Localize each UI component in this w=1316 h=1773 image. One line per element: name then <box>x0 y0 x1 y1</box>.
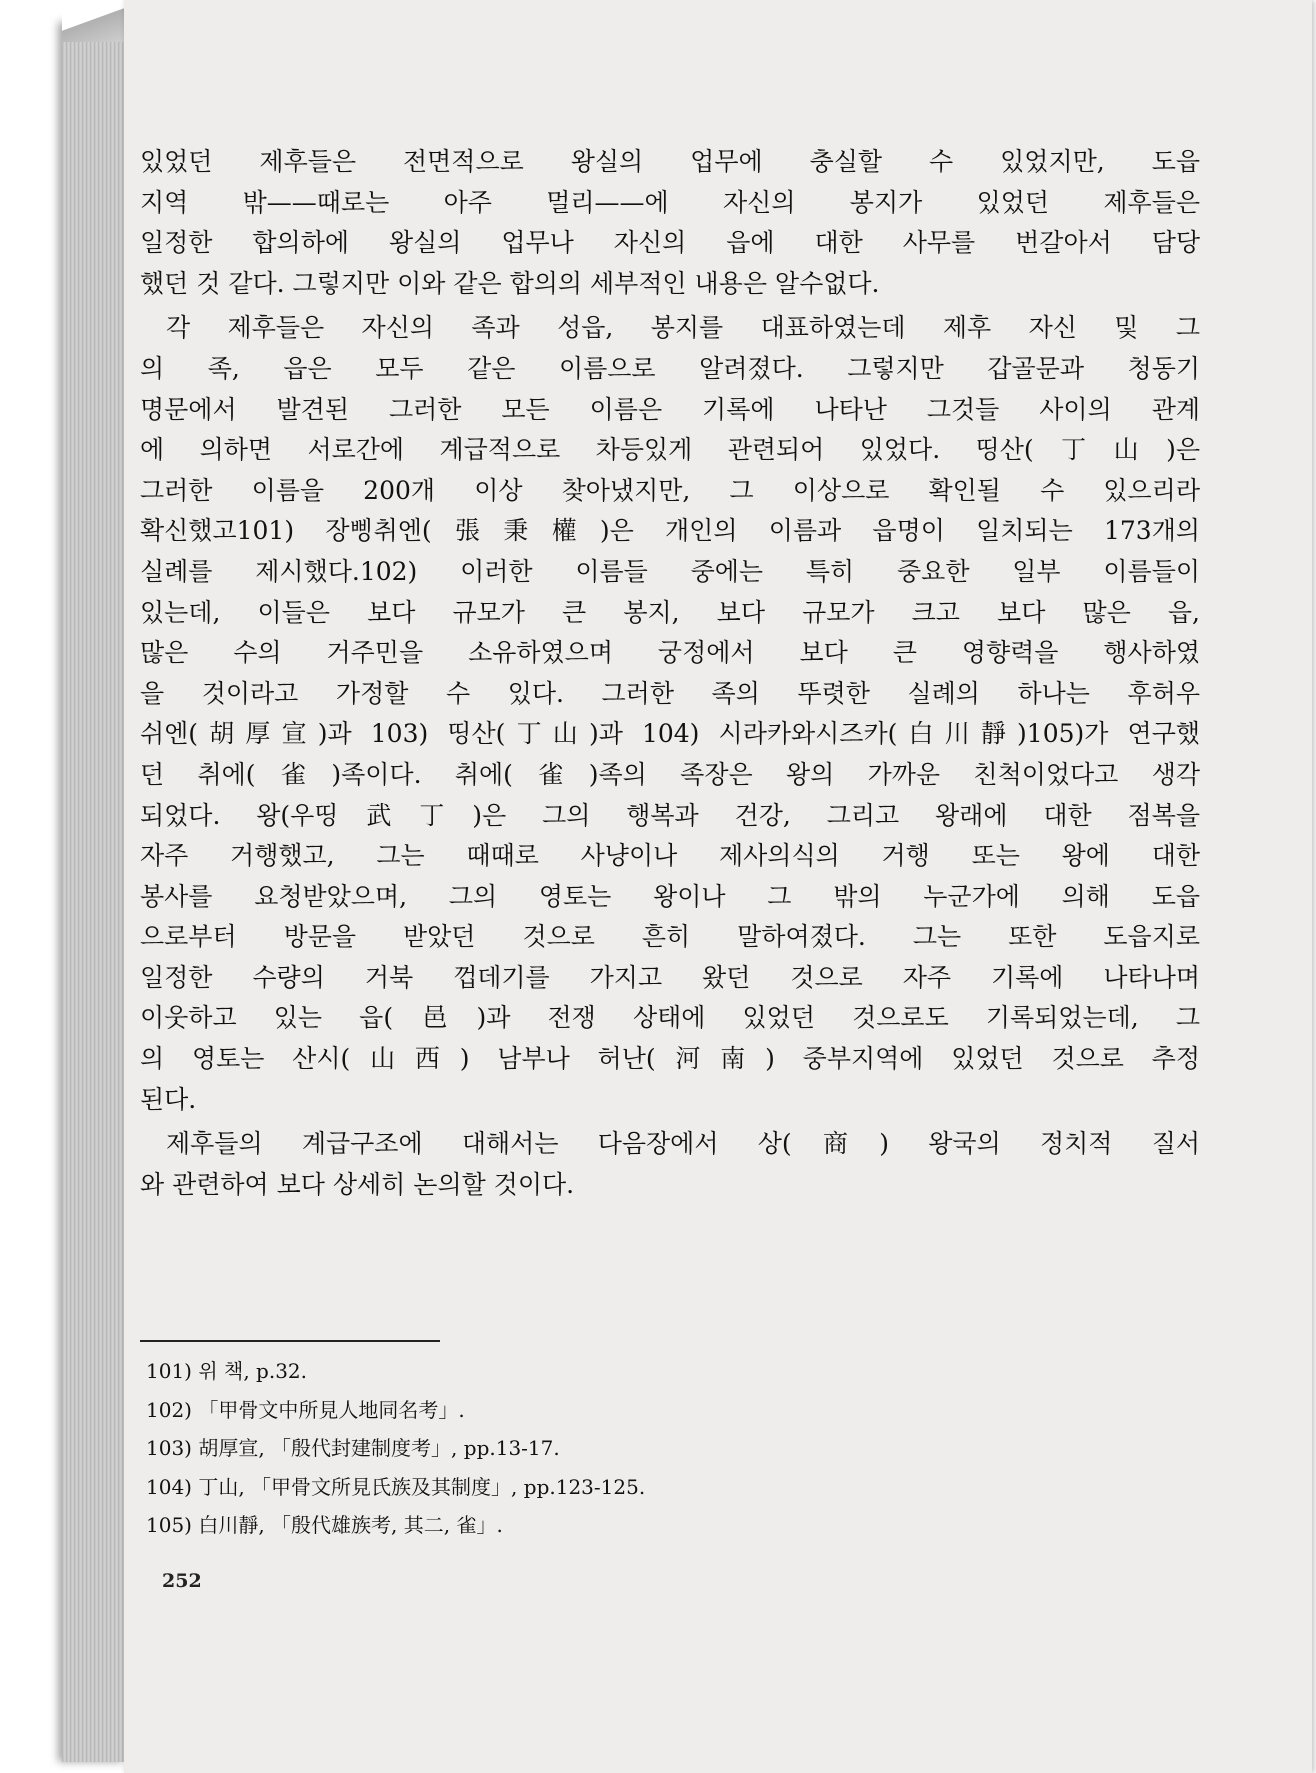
text-line: 으로부터 방문을 받았던 것으로 흔히 말하여졌다. 그는 또한 도읍지로 <box>140 922 1200 952</box>
footnote-103: 103) 胡厚宣, 「殷代封建制度考」, pp.13-17. <box>146 1436 560 1461</box>
text-line: 와 관련하여 보다 상세히 논의할 것이다. <box>140 1169 575 1199</box>
text-line: 일정한 수량의 거북 껍데기를 가지고 왔던 것으로 자주 기록에 나타나며 <box>140 962 1200 992</box>
text-line: 했던 것 같다. 그렇지만 이와 같은 합의의 세부적인 내용은 알수없다. <box>140 268 880 298</box>
text-line: 을 것이라고 가정할 수 있다. 그러한 족의 뚜렷한 실례의 하나는 후허우 <box>140 678 1200 708</box>
paragraph-1 <box>140 142 1200 304</box>
text-line: 일정한 합의하에 왕실의 업무나 자신의 읍에 대한 사무를 번갈아서 담당 <box>140 228 1200 258</box>
paragraph-3 <box>140 1124 1200 1205</box>
text-line: 봉사를 요청받았으며, 그의 영토는 왕이나 그 밖의 누군가에 의해 도읍 <box>140 881 1200 911</box>
text-line: 자주 거행했고, 그는 때때로 사냥이나 제사의식의 거행 또는 왕에 대한 <box>140 841 1200 871</box>
paragraph-2 <box>140 308 1200 1120</box>
footnotes <box>146 1352 1046 1545</box>
text-line: 의 영토는 산시(山西) 남부나 허난(河南) 중부지역에 있었던 것으로 추정 <box>140 1044 1200 1074</box>
text-line: 있었던 제후들은 전면적으로 왕실의 업무에 충실할 수 있었지만, 도읍 <box>140 147 1200 176</box>
book-page-edges <box>62 22 126 1762</box>
text-line: 확신했고101) 장삥취엔(張秉權)은 개인의 이름과 읍명이 일치되는 173개의 <box>140 516 1200 546</box>
text-line: 그러한 이름을 200개 이상 찾아냈지만, 그 이상으로 확인될 수 있으리라 <box>140 475 1200 505</box>
text-line: 제후들의 계급구조에 대해서는 다음장에서 상(商) 왕국의 정치적 질서 <box>166 1129 1200 1159</box>
text-line: 있는데, 이들은 보다 규모가 큰 봉지, 보다 규모가 크고 보다 많은 읍, <box>140 597 1200 627</box>
text-line: 된다. <box>140 1084 197 1114</box>
book-page-edges-top <box>62 2 126 42</box>
footnote-104: 104) 丁山, 「甲骨文所見氏族及其制度」, pp.123-125. <box>146 1474 646 1499</box>
text-line: 던 취에(雀)족이다. 취에(雀)족의 족장은 왕의 가까운 친척이었다고 생각 <box>140 759 1200 789</box>
text-line: 지역 밖——때로는 아주 멀리——에 자신의 봉지가 있었던 제후들은 <box>140 187 1200 217</box>
text-line: 실례를 제시했다.102) 이러한 이름들 중에는 특히 중요한 일부 이름들이 <box>140 556 1200 586</box>
text-line: 명문에서 발견된 그러한 모든 이름은 기록에 나타난 그것들 사이의 관계 <box>140 394 1200 424</box>
body-text <box>140 142 1200 1209</box>
footnote-102: 102) 「甲骨文中所見人地同名考」. <box>146 1397 465 1422</box>
text-line: 많은 수의 거주민을 소유하였으며 궁정에서 보다 큰 영향력을 행사하였 <box>140 638 1200 668</box>
text-line: 에 의하면 서로간에 계급적으로 차등있게 관련되어 있었다. 띵산(丁山)은 <box>140 435 1200 465</box>
text-line: 이웃하고 있는 읍(邑)과 전쟁 상태에 있었던 것으로도 기록되었는데, 그 <box>140 1003 1200 1033</box>
footnote-105: 105) 白川靜, 「殷代雄族考, 其二, 雀」. <box>146 1513 503 1538</box>
page-number: 252 <box>162 1570 202 1592</box>
footnote-divider <box>140 1340 440 1342</box>
text-line: 각 제후들은 자신의 족과 성읍, 봉지를 대표하였는데 제후 자신 및 그 <box>166 313 1200 343</box>
text-line: 쉬엔(胡厚宣)과 103) 띵산(丁山)과 104) 시라카와시즈카(白川靜)105)가 연구했 <box>140 719 1200 749</box>
footnote-101: 101) 위 책, p.32. <box>146 1359 308 1383</box>
text-line: 의 족, 읍은 모두 같은 이름으로 알려졌다. 그렇지만 갑골문과 청동기 <box>140 353 1200 383</box>
text-line: 되었다. 왕(우띵武丁)은 그의 행복과 건강, 그리고 왕래에 대한 점복을 <box>140 800 1200 830</box>
